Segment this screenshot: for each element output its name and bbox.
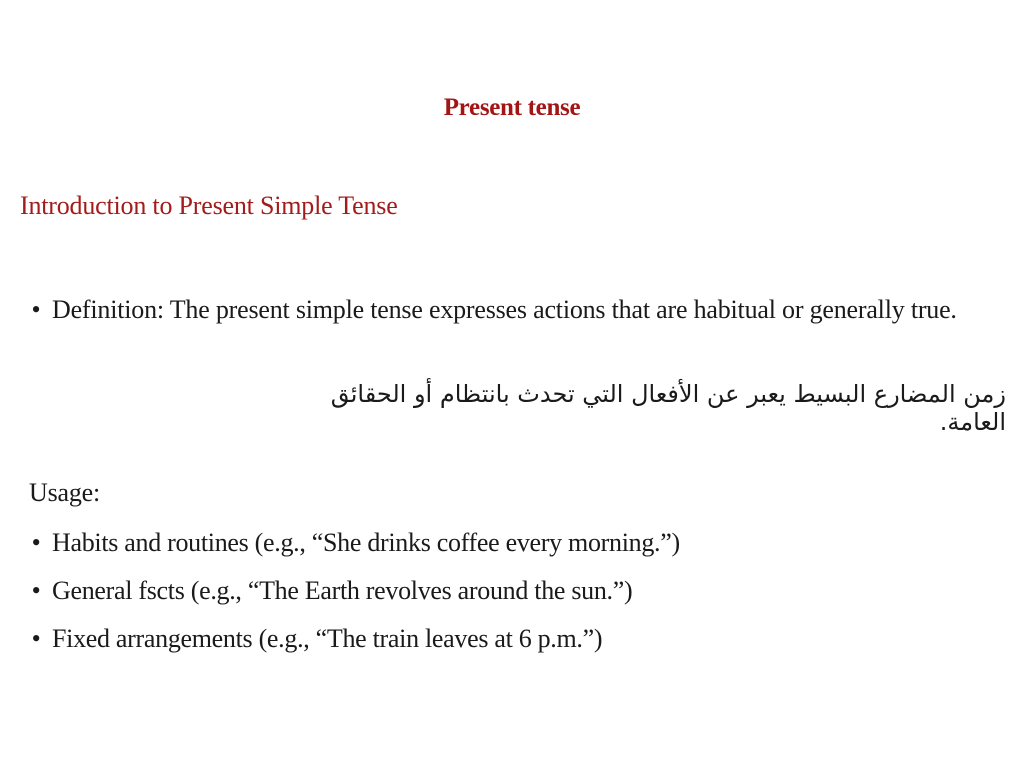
list-item [20, 621, 680, 669]
list-item [20, 573, 680, 621]
usage-label: Usage: [29, 478, 100, 507]
section-heading: Introduction to Present Simple Tense [20, 191, 398, 220]
definition-paragraph [20, 285, 1010, 334]
page-title: Present tense [443, 94, 581, 121]
arabic-translation: زمن المضارع البسيط يعبر عن الأفعال التي تحدث بانتظام أو الحقائق العامة. [330, 380, 1006, 436]
definition-text: Definition: The present simple tense expresses actions that are habitual or generally true. [52, 295, 957, 324]
list-item [20, 525, 680, 573]
bullet-icon: • [31, 576, 41, 605]
usage-item-text: General fscts (e.g., “The Earth revolves around the sun.”) [52, 576, 633, 605]
bullet-icon: • [31, 528, 41, 557]
bullet-icon: • [31, 624, 41, 653]
usage-item-text: Fixed arrangements (e.g., “The train leaves at 6 p.m.”) [52, 624, 603, 653]
bullet-icon: • [31, 295, 41, 324]
usage-item-text: Habits and routines (e.g., “She drinks coffee every morning.”) [52, 528, 680, 557]
usage-list [20, 525, 680, 669]
